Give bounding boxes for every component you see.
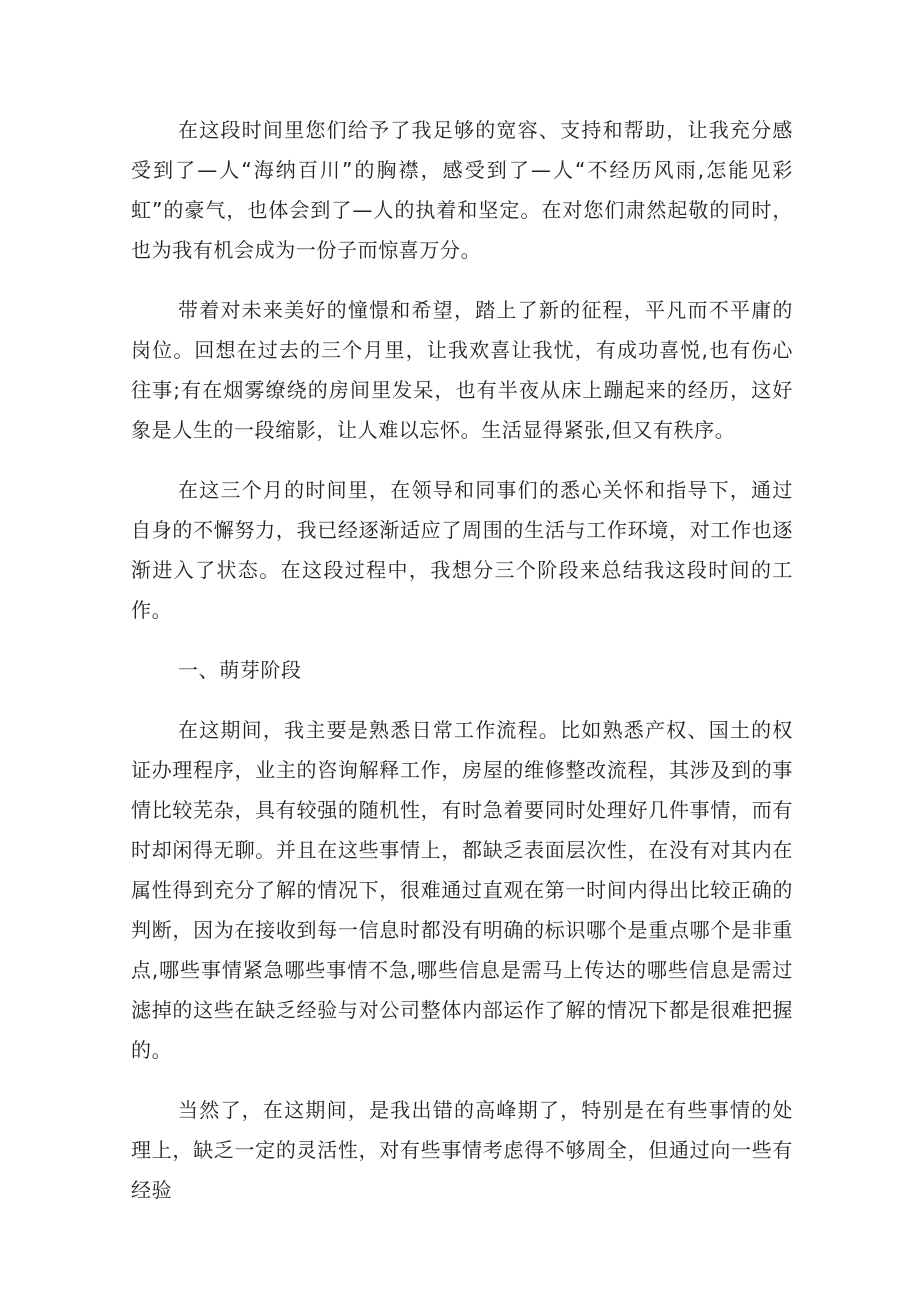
paragraph-expectations: 带着对未来美好的憧憬和希望，踏上了新的征程，平凡而不平庸的岗位。回想在过去的三个月里，让我欢喜让我忧，有成功喜悦,也有伤心往事;有在烟雾缭绕的房间里发呆，也有半夜从床上蹦起来的经历，这好象是人生的一段缩影，让人难以忘怀。生活显得紧张,但又有秩序。 — [131, 298, 794, 442]
paragraph-workflow: 在这期间，我主要是熟悉日常工作流程。比如熟悉产权、国土的权证办理程序，业主的咨询解释工作，房屋的维修整改流程，其涉及到的事情比较芜杂，具有较强的随机性，有时急着要同时处理好几件事情，而有时却闲得无聊。并且在这些事情上，都缺乏表面层次性，在没有对其内在属性得到充分了解的情况下，很难通过直观在第一时间内得出比较正确的判断，因为在接收到每一信息时都没有明确的标识哪个是重点哪个是非重点,哪些事情紧急哪些事情不急,哪些信息是需马上传达的哪些信息是需过滤掉的这些在缺乏经验与对公司整体内部运作了解的情况下都是很难把握的。 — [131, 718, 793, 1062]
paragraph-adaptation: 在这三个月的时间里，在领导和同事们的悉心关怀和指导下，通过自身的不懈努力，我已经逐渐适应了周围的生活与工作环境，对工作也逐渐进入了状态。在这段过程中，我想分三个阶段来总结我这段时间的工作。 — [131, 478, 793, 622]
paragraph-mistakes: 当然了，在这期间，是我出错的高峰期了，特别是在有些事情的处理上，缺乏一定的灵活性，对有些事情考虑得不够周全，但通过向一些有经验 — [131, 1098, 793, 1202]
document-body — [131, 110, 793, 1230]
paragraph-gratitude: 在这段时间里您们给予了我足够的宽容、支持和帮助，让我充分感受到了—人“海纳百川”的胸襟，感受到了—人“不经历风雨,怎能见彩虹”的豪气，也体会到了—人的执着和坚定。在对您们肃然起敬的同时，也为我有机会成为一份子而惊喜万分。 — [131, 118, 793, 262]
section-heading: 一、萌芽阶段 — [178, 658, 302, 682]
